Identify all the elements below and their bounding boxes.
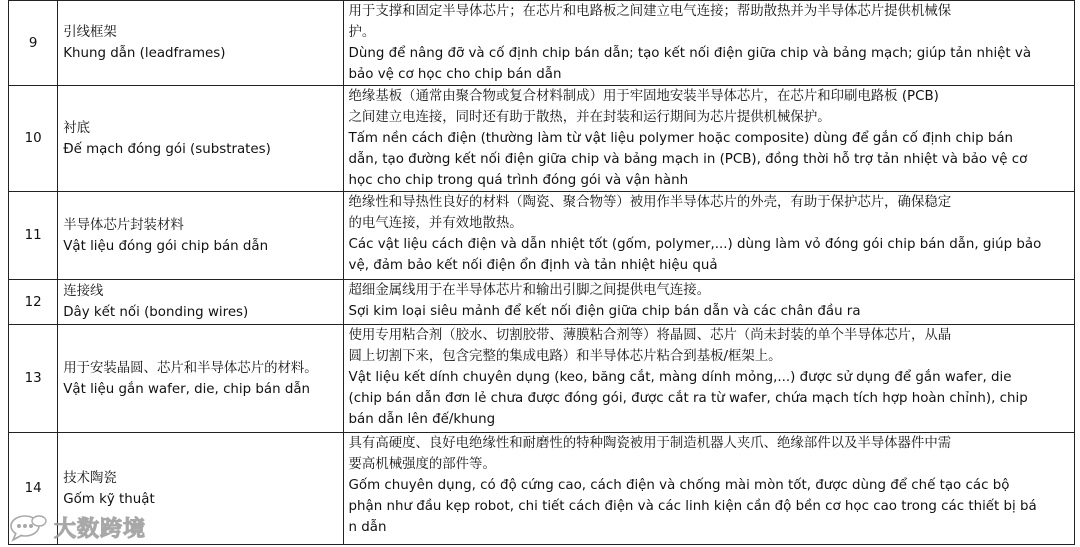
description-line: 用于支撑和固定半导体芯片；在芯片和电路板之间建立电气连接；帮助散热并为半导体芯片提供机械保: [348, 4, 952, 19]
description-line: Các vật liệu cách điện và dẫn nhiệt tốt (gốm, polymer,...) dùng làm vỏ đóng gói chip bán dẫn, giúp bảo: [348, 237, 1042, 252]
term-cell: [58, 86, 343, 192]
term-cell: [58, 325, 343, 433]
row-number: 14: [9, 433, 58, 545]
term-chinese: 连接线: [63, 284, 104, 299]
term-chinese: 半导体芯片封装材料: [63, 217, 184, 233]
term-chinese: 引线框架: [63, 25, 117, 40]
description-line: học cho chip trong quá trình đóng gói và vận hành: [348, 173, 689, 188]
term-chinese: 用于安装晶圆、芯片和半导体芯片的材料。: [63, 360, 318, 376]
row-number: 11: [9, 192, 58, 280]
table-row: [9, 192, 1075, 280]
description-cell: [343, 86, 1074, 192]
description-cell: [343, 433, 1074, 545]
term-cell: [58, 1, 343, 86]
table-row: [9, 1, 1075, 86]
table-row: [9, 280, 1075, 325]
term-cell: [58, 280, 343, 325]
term-vietnamese: Đế mạch đóng gói (substrates): [63, 141, 271, 157]
description-line: 超细金属线用于在半导体芯片和输出引脚之间提供电气连接。: [348, 283, 711, 298]
watermark: [8, 510, 146, 544]
description-line: n dẫn: [348, 520, 387, 535]
description-line: 的电气连接，并有效地散热。: [348, 216, 523, 231]
term-vietnamese: Gốm kỹ thuật: [63, 491, 155, 507]
description-line: dẫn, tạo đường kết nối điện giữa chip và bảng mạch in (PCB), đồng thời hỗ trợ tản nhiệt và bảo vệ cơ: [348, 152, 1028, 167]
description-line: 护。: [348, 25, 376, 40]
term-vietnamese: Khung dẫn (leadframes): [63, 46, 226, 61]
description-line: Gốm chuyên dụng, có độ cứng cao, cách điện và chống mài mòn tốt, được dùng để chế tạo các bộ: [348, 478, 1010, 493]
description-cell: [343, 280, 1074, 325]
description-line: 要高机械强度的部件等。: [348, 457, 496, 472]
term-vietnamese: Dây kết nối (bonding wires): [63, 305, 249, 320]
chat-bubble-logo-icon: [8, 512, 48, 542]
row-number: 12: [9, 280, 58, 325]
term-cell: [58, 192, 343, 280]
description-line: 之间建立电连接，同时还有助于散热，并在封装和运行期间为芯片提供机械保护。: [348, 110, 831, 125]
term-vietnamese: Vật liệu đóng gói chip bán dẫn: [63, 238, 269, 254]
row-number: 9: [9, 1, 58, 86]
description-line: (chip bán dẫn đơn lẻ chưa được đóng gói, được cắt ra từ wafer, chứa mạch tích hợp hoàn chỉnh), chip: [348, 391, 1028, 406]
table-row: [9, 433, 1075, 545]
table-row: [9, 86, 1075, 192]
description-line: vệ, đảm bảo kết nối điện ổn định và tản nhiệt hiệu quả: [348, 258, 718, 273]
row-number: 10: [9, 86, 58, 192]
description-line: bán dẫn lên đế/khung: [348, 412, 496, 427]
description-cell: [343, 1, 1074, 86]
description-line: 使用专用粘合剂（胶水、切割胶带、薄膜粘合剂等）将晶圆、芯片（尚未封装的单个半导体芯片，从晶: [348, 328, 952, 343]
description-line: Dùng để nâng đỡ và cố định chip bán dẫn; tạo kết nối điện giữa chip và bảng mạch; giúp tản nhiệt và: [348, 46, 1032, 61]
term-chinese: 衬底: [63, 120, 90, 136]
description-cell: [343, 325, 1074, 433]
glossary-table: [8, 0, 1075, 545]
term-vietnamese: Vật liệu gắn wafer, die, chip bán dẫn: [63, 381, 311, 397]
row-number: 13: [9, 325, 58, 433]
description-line: phận như đầu kẹp robot, chi tiết cách điện và các linh kiện cần độ bền cơ học cao trong các thiết bị bá: [348, 499, 1037, 514]
description-line: Tấm nền cách điện (thường làm từ vật liệu polymer hoặc composite) dùng để gắn cố định chip bán: [348, 131, 1014, 146]
description-line: bảo vệ cơ học cho chip bán dẫn: [348, 67, 562, 82]
description-line: 绝缘基板（通常由聚合物或复合材料制成）用于牢固地安装半导体芯片，在芯片和印刷电路板 (PCB): [348, 89, 939, 104]
description-line: 具有高硬度、良好电绝缘性和耐磨性的特种陶瓷被用于制造机器人夹爪、绝缘部件以及半导体器件中需: [348, 436, 952, 451]
watermark-text: 大数跨境: [54, 516, 147, 542]
description-line: Vật liệu kết dính chuyên dụng (keo, băng cắt, màng dính mỏng,...) được sử dụng để gắn wafer, die: [348, 370, 1012, 385]
description-line: 圆上切割下来，包含完整的集成电路）和半导体芯片粘合到基板/框架上。: [348, 349, 782, 364]
description-line: 绝缘性和导热性良好的材料（陶瓷、聚合物等）被用作半导体芯片的外壳，有助于保护芯片，确保稳定: [348, 195, 952, 210]
description-line: Sợi kim loại siêu mảnh để kết nối điện giữa chip bán dẫn và các chân đầu ra: [348, 304, 861, 319]
description-cell: [343, 192, 1074, 280]
table-row: [9, 325, 1075, 433]
term-chinese: 技术陶瓷: [63, 470, 117, 486]
